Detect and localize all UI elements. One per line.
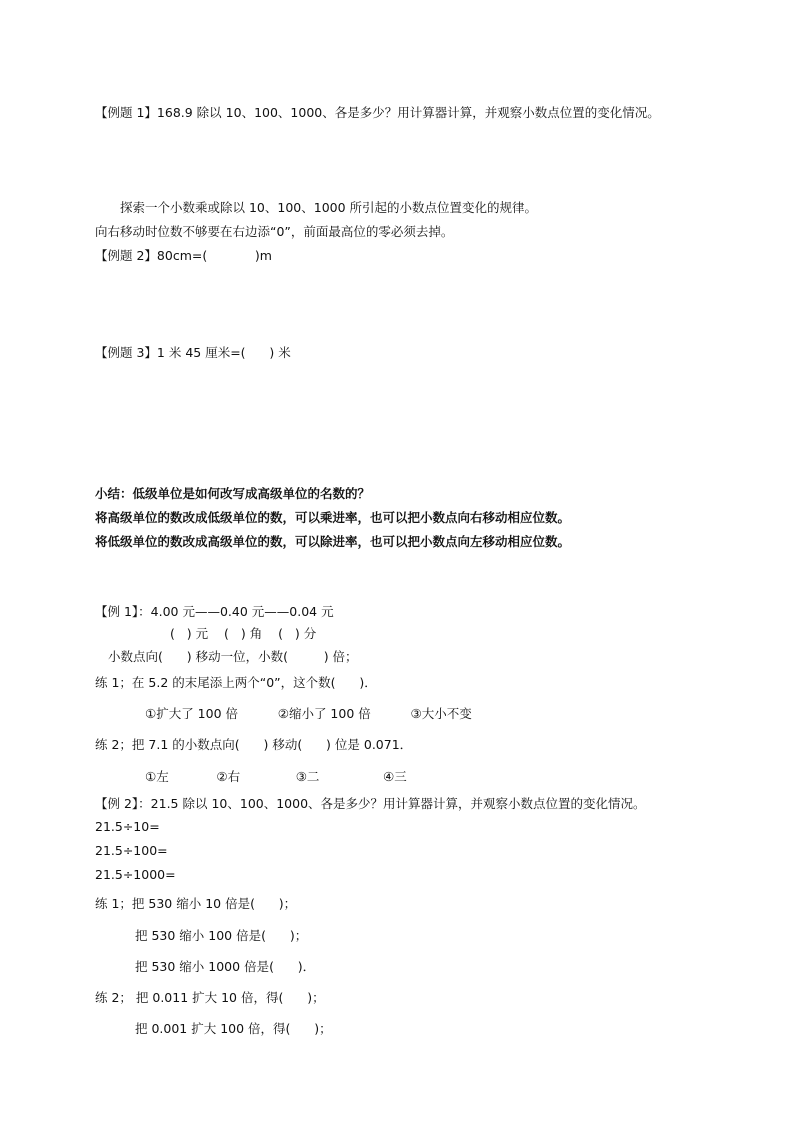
practice-4-line-b: 把 0.001 扩大 100 倍，得( )； [135,1021,332,1036]
practice-1-question: 练 1；在 5.2 的末尾添上两个“0”，这个数( )． [95,675,377,690]
example-1-question: 【例题 1】168.9 除以 10、100、1000、各是多少？用计算器计算，并观察小数点位置的变化情况。 [95,105,660,120]
li-2-calc-1: 21.5÷10= [95,819,160,834]
summary-line-2: 将低级单位的数改成高级单位的数，可以除进率，也可以把小数点向左移动相应位数。 [95,534,571,549]
li-1-move: 小数点向( ) 移动一位，小数( ) 倍； [108,649,358,664]
li-2-calc-2: 21.5÷100= [95,843,168,858]
practice-3-line-b: 把 530 缩小 100 倍是( )； [135,928,308,943]
practice-3-line-a: 练 1；把 530 缩小 10 倍是( )； [95,896,297,911]
summary-line-1: 将高级单位的数改成低级单位的数，可以乘进率，也可以把小数点向右移动相应位数。 [95,510,571,525]
explore-text: 探索一个小数乘或除以 10、100、1000 所引起的小数点位置变化的规律。 [120,200,538,215]
practice-2-options: ①左 ②右 ③二 ④三 [145,769,407,784]
practice-2-question: 练 2；把 7.1 的小数点向( ) 移动( ) 位是 0.071． [95,737,413,752]
rule-text: 向右移动时位数不够要在右边添“0”，前面最高位的零必须去掉。 [95,224,454,239]
practice-3-line-c: 把 530 缩小 1000 倍是( )． [135,959,316,974]
example-3-question: 【例题 3】1 米 45 厘米=( ) 米 [95,345,291,360]
li-2-title: 【例 2】：21.5 除以 10、100、1000、各是多少？用计算器计算，并观察小数点位置的变化情况。 [95,796,646,811]
li-1-title: 【例 1】：4.00 元——0.40 元——0.04 元 [95,604,334,619]
practice-4-line-a: 练 2； 把 0.011 扩大 10 倍，得( )； [95,990,325,1005]
summary-title: 小结：低级单位是如何改写成高级单位的名数的？ [95,486,371,501]
li-2-calc-3: 21.5÷1000= [95,867,176,882]
li-1-units: ( ) 元 ( ) 角 ( ) 分 [170,626,317,641]
example-2-question: 【例题 2】80cm=( )m [95,248,272,263]
practice-1-options: ①扩大了 100 倍 ②缩小了 100 倍 ③大小不变 [145,706,472,721]
